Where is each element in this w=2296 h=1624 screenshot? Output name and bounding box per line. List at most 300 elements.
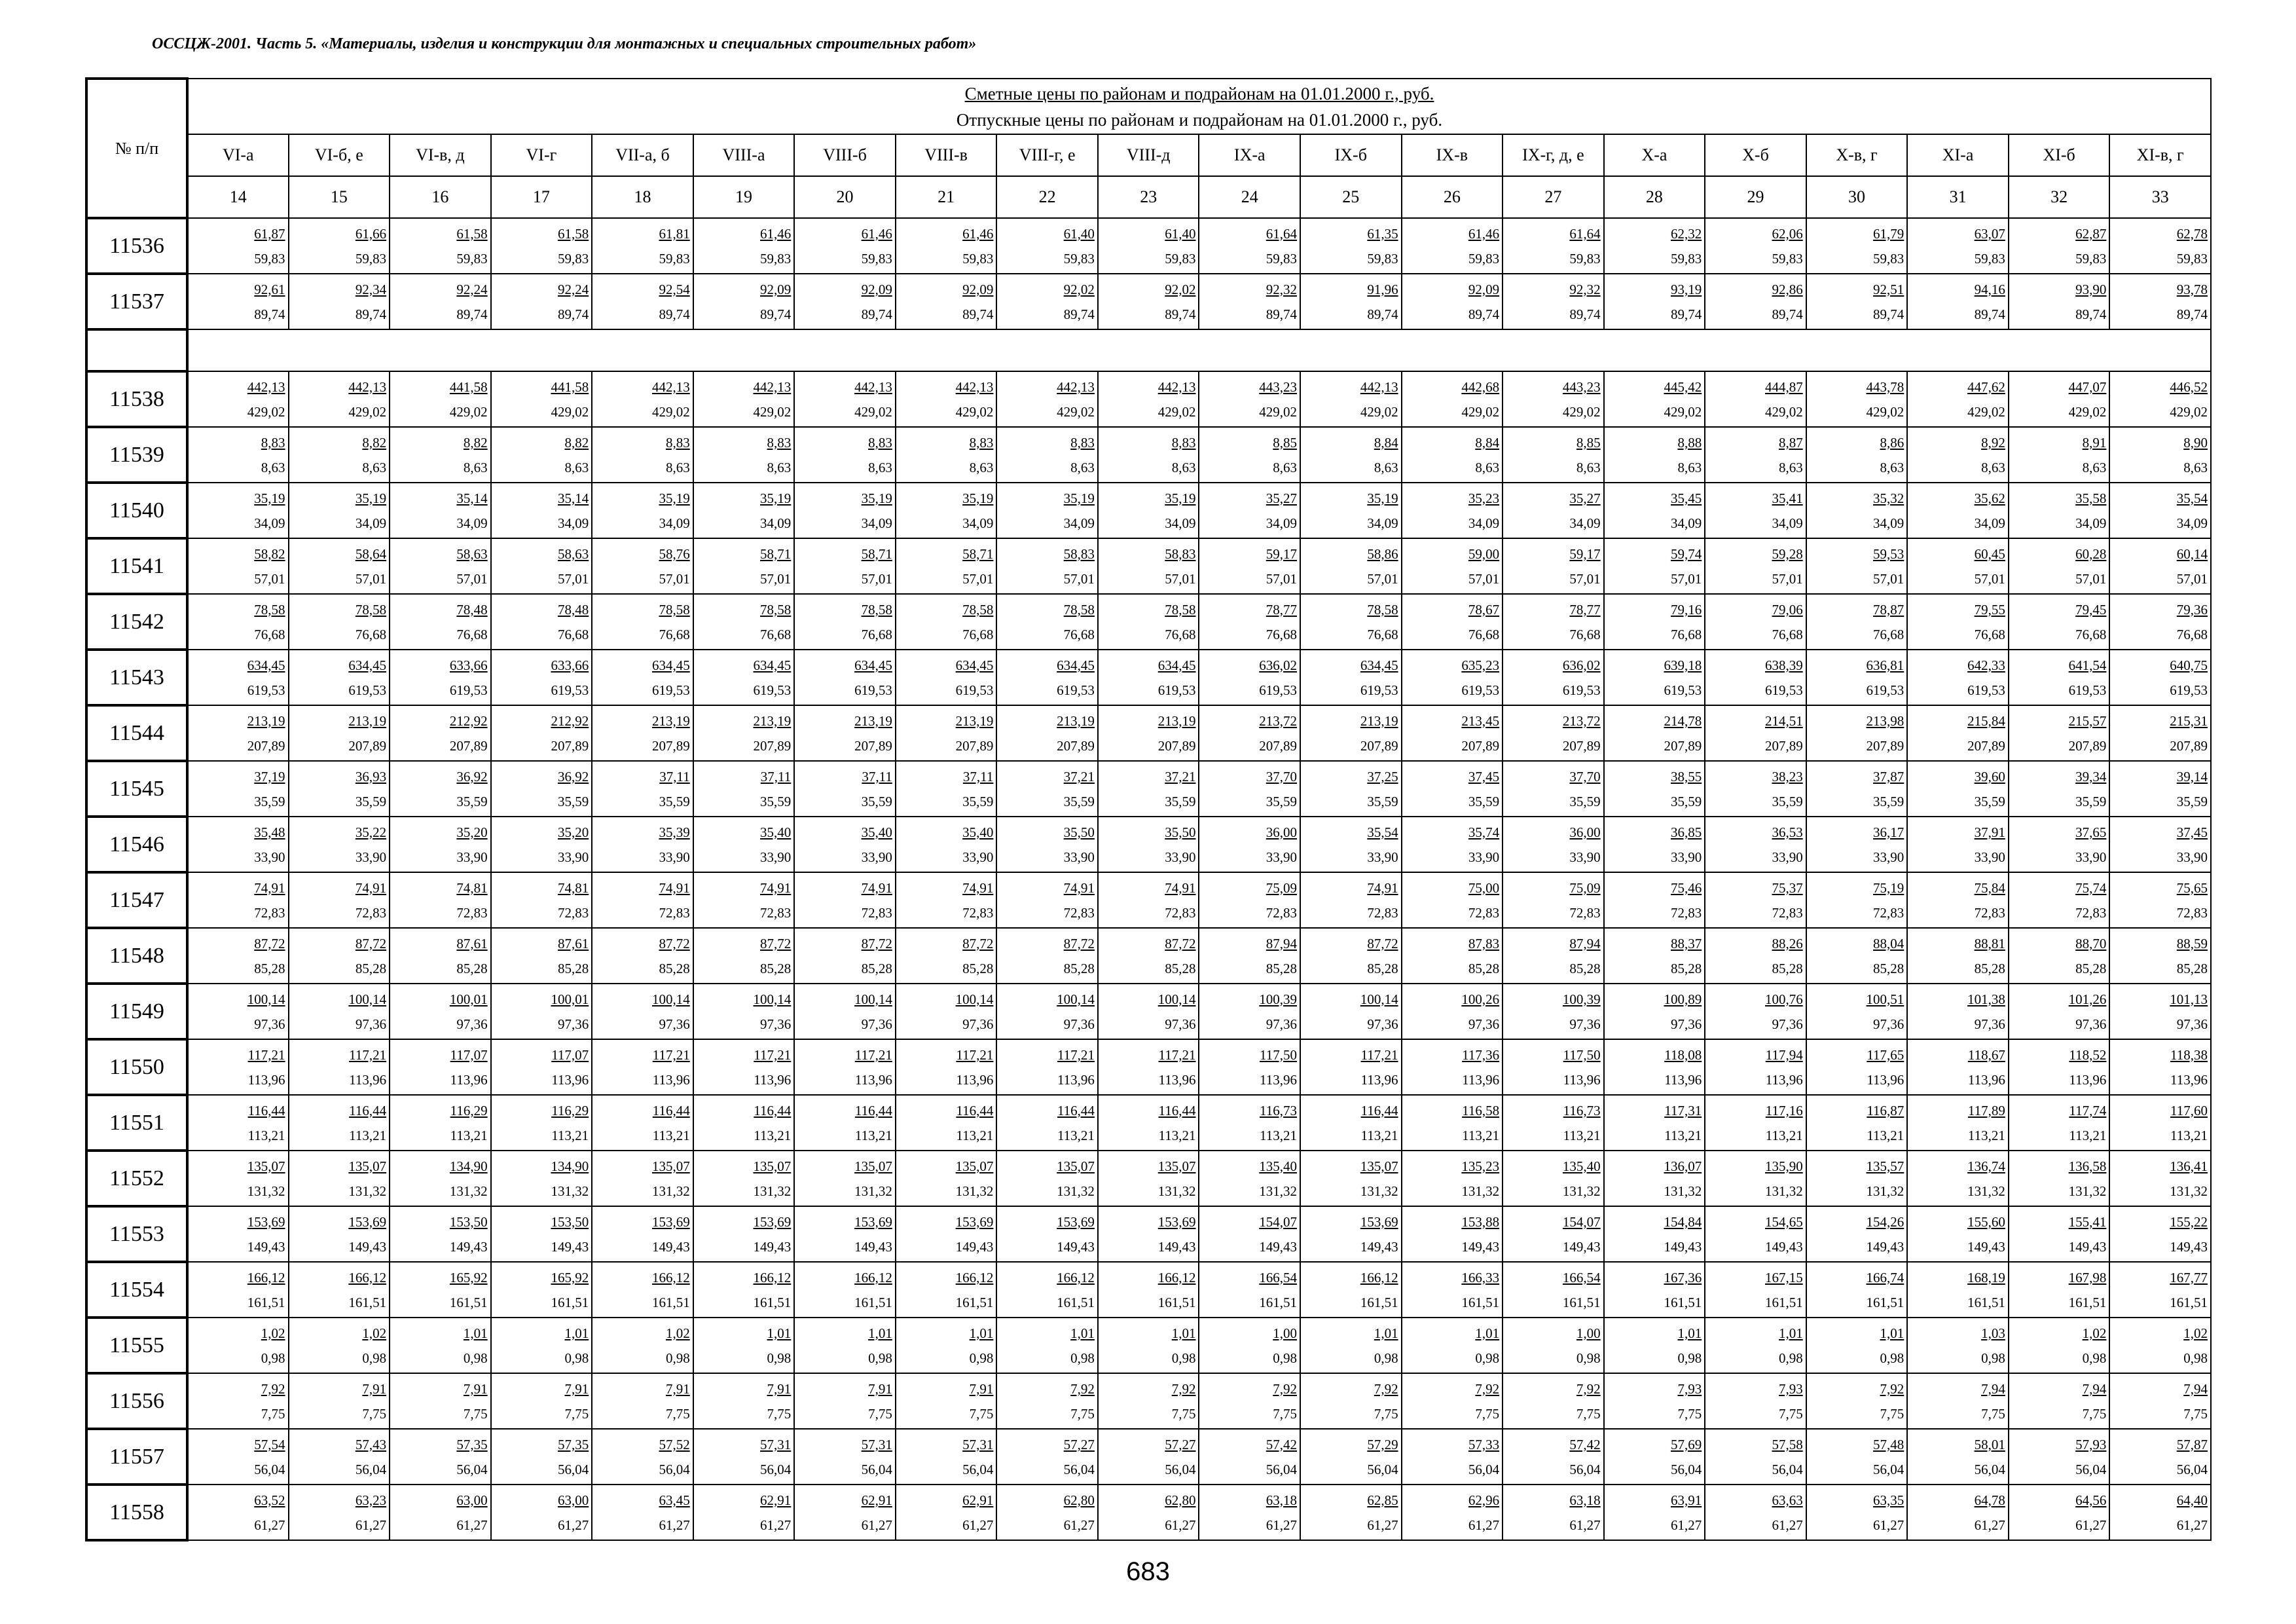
price-cell (693, 1151, 795, 1206)
estimated-price: 633,66 (449, 657, 488, 673)
estimated-price: 92,32 (1266, 281, 1298, 297)
estimated-price: 61,35 (1367, 225, 1398, 242)
release-price: 89,74 (1165, 306, 1196, 322)
release-price: 131,32 (247, 1183, 285, 1199)
price-cell (1300, 1206, 1402, 1262)
estimated-price: 117,21 (1057, 1046, 1095, 1063)
estimated-price: 116,44 (247, 1102, 285, 1118)
estimated-price: 442,13 (1057, 378, 1095, 395)
release-price: 56,04 (2075, 1461, 2107, 1477)
estimated-price: 35,74 (1468, 824, 1500, 840)
estimated-price: 61,79 (1873, 225, 1904, 242)
price-cell (1907, 872, 2009, 928)
price-cell (390, 761, 491, 817)
release-price: 85,28 (1063, 960, 1095, 976)
price-cell (592, 538, 693, 594)
release-price: 7,75 (1981, 1405, 2005, 1422)
estimated-price: 35,32 (1873, 490, 1904, 506)
estimated-price: 100,39 (1562, 991, 1601, 1007)
price-cell (1098, 538, 1199, 594)
price-cell (693, 1318, 795, 1373)
price-cell (1604, 928, 1705, 984)
estimated-price: 1,02 (2183, 1325, 2208, 1341)
release-price: 35,59 (1772, 793, 1803, 809)
price-cell (1604, 1373, 1705, 1429)
district-header: VI-в, д (390, 134, 491, 176)
price-cell (1300, 1095, 1402, 1151)
price-cell (1503, 218, 1604, 274)
estimated-price: 93,19 (1670, 281, 1702, 297)
price-cell (2109, 274, 2211, 329)
price-cell (2109, 1373, 2211, 1429)
estimated-price: 92,61 (254, 281, 285, 297)
price-cell (2009, 817, 2110, 872)
estimated-price: 166,12 (1157, 1269, 1196, 1285)
estimated-price: 154,07 (1259, 1213, 1298, 1230)
price-cell (1705, 371, 1806, 427)
district-header: XI-в, г (2109, 134, 2211, 176)
release-price: 0,98 (2183, 1350, 2208, 1366)
estimated-price: 101,38 (1967, 991, 2005, 1007)
estimated-price: 61,46 (760, 225, 792, 242)
estimated-price: 92,34 (355, 281, 387, 297)
price-cell (187, 928, 289, 984)
price-cell (693, 1206, 795, 1262)
estimated-price: 153,69 (753, 1213, 792, 1230)
table-row (86, 1151, 2211, 1206)
estimated-price: 153,69 (247, 1213, 285, 1230)
estimated-price: 36,00 (1266, 824, 1298, 840)
estimated-price: 634,45 (651, 657, 690, 673)
estimated-price: 57,31 (861, 1436, 892, 1452)
price-cell (996, 594, 1098, 650)
estimated-price: 213,19 (348, 712, 387, 729)
release-price: 0,98 (665, 1350, 690, 1366)
release-price: 97,36 (1873, 1016, 1904, 1032)
estimated-price: 166,74 (1866, 1269, 1904, 1285)
price-cell (1098, 594, 1199, 650)
release-price: 113,21 (1360, 1127, 1398, 1143)
release-price: 7,75 (564, 1405, 589, 1422)
price-cell (1503, 1095, 1604, 1151)
release-price: 429,02 (1157, 403, 1196, 420)
release-price: 33,90 (1266, 849, 1298, 865)
price-cell (1503, 538, 1604, 594)
release-price: 97,36 (659, 1016, 690, 1032)
price-cell (1503, 761, 1604, 817)
price-cell (491, 984, 592, 1039)
estimated-price: 153,50 (449, 1213, 488, 1230)
table-row (86, 1262, 2211, 1318)
release-price: 35,59 (557, 793, 589, 809)
estimated-price: 135,07 (1360, 1158, 1398, 1174)
district-header: XI-а (1907, 134, 2009, 176)
estimated-price: 57,42 (1569, 1436, 1601, 1452)
price-cell (592, 650, 693, 705)
price-cell (1604, 984, 1705, 1039)
price-cell (592, 1318, 693, 1373)
estimated-price: 117,65 (1867, 1046, 1904, 1063)
release-price: 8,63 (1576, 459, 1601, 475)
estimated-price: 7,91 (868, 1380, 892, 1397)
estimated-price: 117,07 (450, 1046, 488, 1063)
estimated-price: 35,19 (760, 490, 792, 506)
estimated-price: 634,45 (854, 657, 892, 673)
price-cell (2009, 1485, 2110, 1540)
estimated-price: 37,11 (962, 768, 994, 784)
estimated-price: 1,00 (1576, 1325, 1601, 1341)
price-cell (1199, 538, 1300, 594)
price-cell (1907, 218, 2009, 274)
release-price: 89,74 (1063, 306, 1095, 322)
estimated-price: 100,14 (1360, 991, 1398, 1007)
estimated-price: 78,48 (456, 601, 488, 618)
estimated-price: 1,03 (1981, 1325, 2005, 1341)
price-cell (996, 1485, 1098, 1540)
release-price: 7,75 (1880, 1405, 1904, 1422)
price-cell (1907, 427, 2009, 483)
release-price: 131,32 (449, 1183, 488, 1199)
estimated-price: 75,46 (1670, 879, 1702, 896)
release-price: 57,01 (2176, 570, 2208, 587)
estimated-price: 92,02 (1165, 281, 1196, 297)
estimated-price: 61,40 (1063, 225, 1095, 242)
row-number: 11545 (86, 761, 187, 817)
price-cell (592, 427, 693, 483)
table-row (86, 761, 2211, 817)
release-price: 429,02 (753, 403, 792, 420)
column-index: 18 (592, 176, 693, 218)
release-price: 72,83 (962, 904, 994, 921)
estimated-price: 92,54 (659, 281, 690, 297)
release-price: 57,01 (557, 570, 589, 587)
price-cell (794, 1095, 896, 1151)
estimated-price: 167,15 (1765, 1269, 1803, 1285)
release-price: 161,51 (247, 1294, 285, 1310)
estimated-price: 78,58 (962, 601, 994, 618)
price-cell (592, 1039, 693, 1095)
estimated-price: 7,92 (1576, 1380, 1601, 1397)
release-price: 429,02 (1967, 403, 2005, 420)
estimated-price: 640,75 (2170, 657, 2208, 673)
price-cell (1098, 761, 1199, 817)
estimated-price: 59,17 (1569, 545, 1601, 562)
release-price: 89,74 (456, 306, 488, 322)
estimated-price: 8,92 (1981, 434, 2005, 451)
price-cell (2009, 1373, 2110, 1429)
release-price: 97,36 (355, 1016, 387, 1032)
price-cell (1402, 274, 1503, 329)
price-cell (390, 371, 491, 427)
estimated-price: 153,88 (1461, 1213, 1500, 1230)
release-price: 429,02 (1057, 403, 1095, 420)
price-cell (2009, 872, 2110, 928)
estimated-price: 37,21 (1165, 768, 1196, 784)
price-cell (187, 705, 289, 761)
price-cell (1604, 650, 1705, 705)
row-number: 11544 (86, 705, 187, 761)
estimated-price: 91,96 (1367, 281, 1398, 297)
price-cell (996, 984, 1098, 1039)
price-cell (592, 705, 693, 761)
release-price: 429,02 (955, 403, 994, 420)
price-cell (1098, 817, 1199, 872)
estimated-price: 57,27 (1063, 1436, 1095, 1452)
release-price: 161,51 (753, 1294, 792, 1310)
price-cell (592, 371, 693, 427)
release-price: 33,90 (1165, 849, 1196, 865)
price-cell (794, 928, 896, 984)
estimated-price: 166,12 (1360, 1269, 1398, 1285)
release-price: 59,83 (1873, 250, 1904, 267)
row-number: 11540 (86, 483, 187, 538)
release-price: 0,98 (1576, 1350, 1601, 1366)
price-cell (1705, 1039, 1806, 1095)
price-cell (187, 1151, 289, 1206)
price-cell (2109, 650, 2211, 705)
release-price: 0,98 (1779, 1350, 1803, 1366)
release-price: 89,74 (659, 306, 690, 322)
estimated-price: 8,85 (1273, 434, 1298, 451)
estimated-price: 92,86 (1772, 281, 1803, 297)
price-cell (1098, 218, 1199, 274)
estimated-price: 135,57 (1866, 1158, 1904, 1174)
estimated-price: 443,78 (1866, 378, 1904, 395)
price-cell (2009, 650, 2110, 705)
release-price: 161,51 (1765, 1294, 1803, 1310)
release-price: 72,83 (1569, 904, 1601, 921)
release-price: 76,68 (1670, 626, 1702, 642)
release-price: 149,43 (1866, 1238, 1904, 1255)
price-cell (1199, 705, 1300, 761)
price-cell (491, 538, 592, 594)
estimated-price: 35,50 (1063, 824, 1095, 840)
estimated-price: 215,57 (2068, 712, 2107, 729)
release-price: 72,83 (1772, 904, 1803, 921)
estimated-price: 167,36 (1664, 1269, 1702, 1285)
estimated-price: 37,65 (2075, 824, 2107, 840)
release-price: 131,32 (348, 1183, 387, 1199)
release-price: 59,83 (355, 250, 387, 267)
release-price: 207,89 (247, 737, 285, 754)
release-price: 33,90 (962, 849, 994, 865)
estimated-price: 100,14 (1157, 991, 1196, 1007)
district-header: X-а (1604, 134, 1705, 176)
price-cell (1402, 1373, 1503, 1429)
estimated-price: 116,58 (1462, 1102, 1500, 1118)
price-cell (187, 872, 289, 928)
price-cell (491, 274, 592, 329)
price-cell (187, 817, 289, 872)
row-number: 11542 (86, 594, 187, 650)
price-cell (1604, 274, 1705, 329)
estimated-price: 136,58 (2068, 1158, 2107, 1174)
estimated-price: 59,74 (1670, 545, 1702, 562)
price-cell (1806, 872, 1908, 928)
release-price: 34,09 (1569, 515, 1601, 531)
price-cell (1300, 872, 1402, 928)
district-header: X-в, г (1806, 134, 1908, 176)
release-price: 85,28 (1165, 960, 1196, 976)
estimated-price: 87,72 (861, 935, 892, 951)
price-cell (2009, 705, 2110, 761)
estimated-price: 134,90 (449, 1158, 488, 1174)
release-price: 57,01 (1468, 570, 1500, 587)
release-price: 76,68 (962, 626, 994, 642)
price-cell (1402, 483, 1503, 538)
price-cell (187, 274, 289, 329)
price-cell (390, 872, 491, 928)
price-cell (693, 538, 795, 594)
estimated-price: 58,63 (456, 545, 488, 562)
release-price: 57,01 (1165, 570, 1196, 587)
release-price: 89,74 (962, 306, 994, 322)
price-cell (1199, 1485, 1300, 1540)
estimated-price: 155,60 (1967, 1213, 2005, 1230)
estimated-price: 117,50 (1563, 1046, 1601, 1063)
price-cell (289, 427, 390, 483)
release-price: 429,02 (2068, 403, 2107, 420)
price-cell (1300, 594, 1402, 650)
price-cell (390, 984, 491, 1039)
price-cell (1503, 705, 1604, 761)
price-cell (794, 984, 896, 1039)
release-price: 85,28 (1873, 960, 1904, 976)
row-number: 11549 (86, 984, 187, 1039)
estimated-price: 100,14 (651, 991, 690, 1007)
release-price: 113,96 (1158, 1071, 1196, 1088)
price-cell (2109, 1151, 2211, 1206)
price-cell (1907, 928, 2009, 984)
price-cell (1199, 1318, 1300, 1373)
release-price: 113,21 (1765, 1127, 1803, 1143)
release-price: 113,21 (349, 1127, 387, 1143)
estimated-price: 74,91 (659, 879, 690, 896)
release-price: 149,43 (348, 1238, 387, 1255)
estimated-price: 62,32 (1670, 225, 1702, 242)
price-cell (1907, 1206, 2009, 1262)
price-cell (1402, 371, 1503, 427)
estimated-price: 57,69 (1670, 1436, 1702, 1452)
estimated-price: 101,13 (2170, 991, 2208, 1007)
estimated-price: 35,19 (254, 490, 285, 506)
estimated-price: 441,58 (449, 378, 488, 395)
price-cell (491, 1485, 592, 1540)
release-price: 33,90 (659, 849, 690, 865)
release-price: 161,51 (955, 1294, 994, 1310)
price-cell (1402, 1151, 1503, 1206)
estimated-price: 78,58 (254, 601, 285, 618)
table-row (86, 928, 2211, 984)
estimated-price: 116,44 (1057, 1102, 1095, 1118)
estimated-price: 634,45 (955, 657, 994, 673)
estimated-price: 8,82 (463, 434, 488, 451)
price-cell (289, 1095, 390, 1151)
price-cell (1806, 650, 1908, 705)
release-price: 149,43 (2068, 1238, 2107, 1255)
release-price: 89,74 (760, 306, 792, 322)
release-price: 149,43 (1259, 1238, 1298, 1255)
estimated-price: 7,91 (564, 1380, 589, 1397)
price-cell (1503, 928, 1604, 984)
price-cell (996, 1373, 1098, 1429)
price-cell (1604, 1429, 1705, 1485)
release-price: 7,75 (362, 1405, 387, 1422)
estimated-price: 87,72 (1165, 935, 1196, 951)
price-cell (1907, 650, 2009, 705)
release-price: 35,59 (355, 793, 387, 809)
release-price: 149,43 (1664, 1238, 1702, 1255)
release-price: 619,53 (1664, 682, 1702, 698)
release-price: 34,09 (1873, 515, 1904, 531)
release-price: 61,27 (1569, 1517, 1601, 1533)
price-cell (1098, 650, 1199, 705)
price-cell (390, 1429, 491, 1485)
estimated-price: 63,18 (1266, 1492, 1298, 1508)
estimated-price: 442,68 (1461, 378, 1500, 395)
price-cell (2009, 218, 2110, 274)
estimated-price: 166,12 (651, 1269, 690, 1285)
release-price: 56,04 (1974, 1461, 2005, 1477)
price-cell (289, 1429, 390, 1485)
estimated-price: 62,87 (2075, 225, 2107, 242)
price-cell (289, 1151, 390, 1206)
release-price: 97,36 (1974, 1016, 2005, 1032)
release-price: 0,98 (362, 1350, 387, 1366)
price-cell (794, 538, 896, 594)
estimated-price: 57,33 (1468, 1436, 1500, 1452)
price-cell (2009, 1206, 2110, 1262)
price-cell (187, 538, 289, 594)
estimated-price: 57,29 (1367, 1436, 1398, 1452)
release-price: 113,21 (2069, 1127, 2107, 1143)
release-price: 97,36 (861, 1016, 892, 1032)
price-cell (1604, 1039, 1705, 1095)
price-cell (187, 1039, 289, 1095)
estimated-price: 62,85 (1367, 1492, 1398, 1508)
estimated-price: 167,98 (2068, 1269, 2107, 1285)
release-price: 33,90 (1367, 849, 1398, 865)
price-cell (491, 1262, 592, 1318)
estimated-price: 7,92 (261, 1380, 285, 1397)
price-cell (794, 650, 896, 705)
price-cell (1705, 817, 1806, 872)
price-cell (390, 483, 491, 538)
price-cell (592, 1485, 693, 1540)
price-cell (896, 705, 997, 761)
release-price: 72,83 (1063, 904, 1095, 921)
price-cell (390, 427, 491, 483)
price-cell (794, 594, 896, 650)
release-price: 97,36 (2075, 1016, 2107, 1032)
estimated-price: 636,02 (1259, 657, 1298, 673)
release-price: 113,96 (854, 1071, 892, 1088)
estimated-price: 636,81 (1866, 657, 1904, 673)
estimated-price: 58,63 (557, 545, 589, 562)
price-cell (390, 1039, 491, 1095)
release-price: 8,63 (1273, 459, 1298, 475)
release-price: 619,53 (1259, 682, 1298, 698)
release-price: 76,68 (1165, 626, 1196, 642)
row-number: 11543 (86, 650, 187, 705)
estimated-price: 62,96 (1468, 1492, 1500, 1508)
price-cell (1604, 594, 1705, 650)
release-price: 34,09 (557, 515, 589, 531)
column-index: 20 (794, 176, 896, 218)
estimated-price: 116,44 (652, 1102, 690, 1118)
price-cell (996, 538, 1098, 594)
estimated-price: 166,54 (1562, 1269, 1601, 1285)
